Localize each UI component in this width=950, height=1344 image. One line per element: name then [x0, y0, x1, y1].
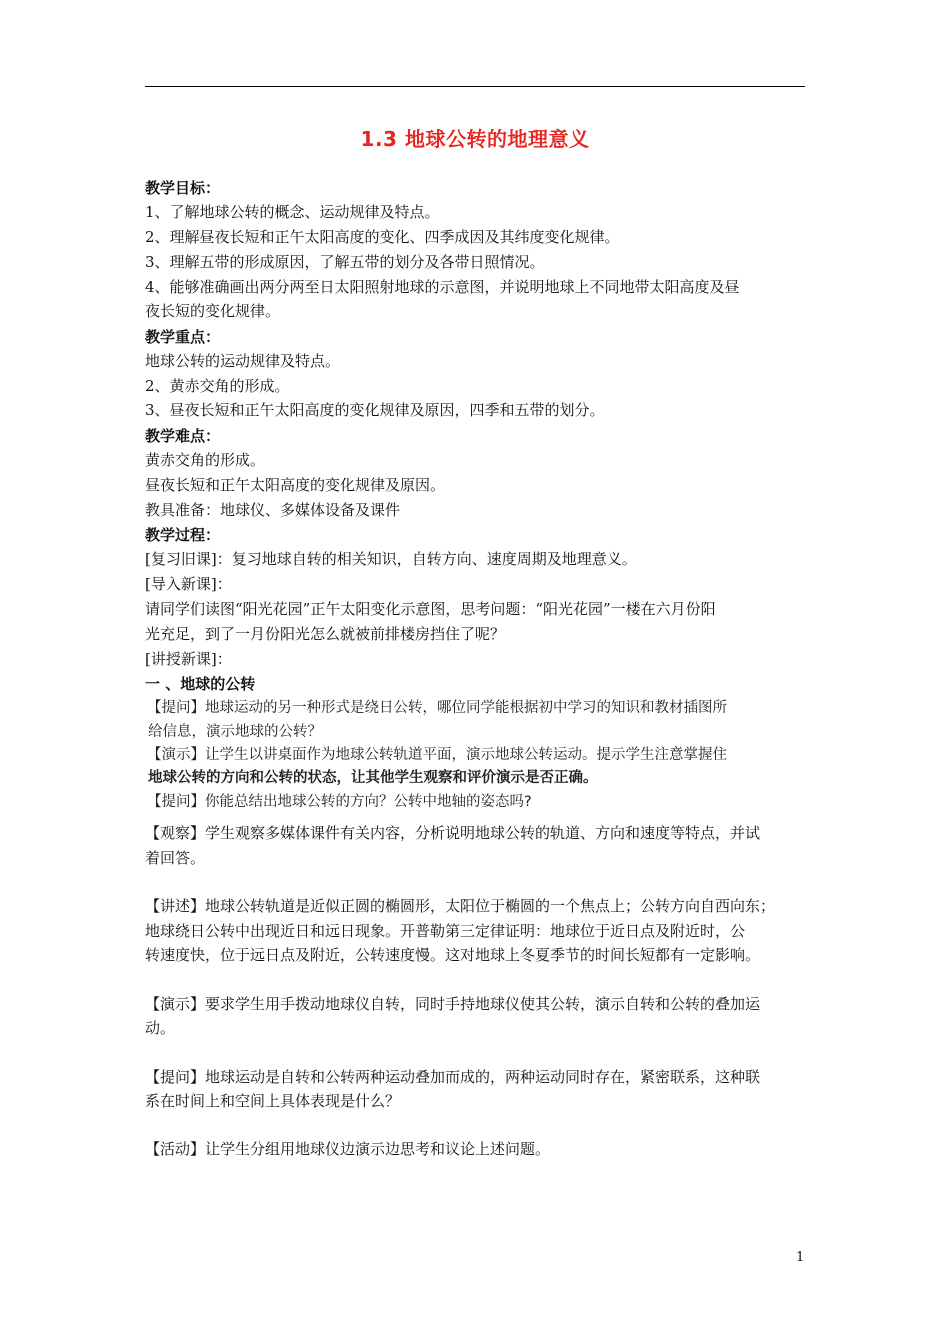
demo-line: 地球公转的方向和公转的状态，让其他学生观察和评价演示是否正确。 [148, 770, 598, 786]
process-line: [导入新课]： [145, 575, 232, 593]
header-rule [145, 86, 805, 87]
heading-key-points: 教学重点： [145, 328, 221, 346]
observe-line: 【观察】学生观察多媒体课件有关内容，分析说明地球公转的轨道、方向和速度等特点，并试 [145, 824, 761, 842]
process-line: 请同学们读图“阳光花园”正午太阳变化示意图，思考问题：“阳光花园”一楼在六月份阳 [145, 600, 716, 618]
objective-line: 3、理解五带的形成原因，了解五带的划分及各带日照情况。 [145, 253, 545, 271]
question-line: 给信息，演示地球的公转？ [148, 724, 322, 740]
demo-line: 【演示】要求学生用手拨动地球仪自转，同时手持地球仪使其公转，演示自转和公转的叠加运 [145, 995, 761, 1013]
objective-line: 2、理解昼夜长短和正午太阳高度的变化、四季成因及其纬度变化规律。 [145, 228, 620, 246]
document-title: 1.3 地球公转的地理意义 [360, 127, 590, 151]
heading-teaching-process: 教学过程： [145, 526, 221, 544]
teaching-aids-line: 教具准备：地球仪、多媒体设备及课件 [145, 501, 401, 519]
process-line: [复习旧课]：复习地球自转的相关知识，自转方向、速度周期及地理意义。 [145, 550, 637, 568]
key-point-line: 3、昼夜长短和正午太阳高度的变化规律及原因，四季和五带的划分。 [145, 401, 605, 419]
section-heading-earth-revolution: 一 、地球的公转 [145, 675, 256, 693]
demo-line: 【演示】让学生以讲桌面作为地球公转轨道平面，演示地球公转运动。提示学生注意掌握住 [147, 747, 727, 763]
difficulty-line: 昼夜长短和正午太阳高度的变化规律及原因。 [145, 476, 446, 494]
objective-line: 4、能够准确画出两分两至日太阳照射地球的示意图，并说明地球上不同地带太阳高度及昼 [145, 278, 740, 296]
question-line: 系在时间上和空间上具体表现是什么？ [145, 1092, 401, 1110]
demo-line: 动。 [145, 1019, 176, 1037]
lecture-line: 地球绕日公转中出现近日和远日现象。开普勒第三定律证明：地球位于近日点及附近时，公 [145, 922, 746, 940]
lecture-line: 【讲述】地球公转轨道是近似正圆的椭圆形，太阳位于椭圆的一个焦点上；公转方向自西向东； [145, 897, 776, 915]
objective-line: 1、了解地球公转的概念、运动规律及特点。 [145, 203, 440, 221]
key-point-line: 地球公转的运动规律及特点。 [145, 352, 341, 370]
lecture-line: 转速度快，位于远日点及附近，公转速度慢。这对地球上冬夏季节的时间长短都有一定影响。 [145, 946, 761, 964]
heading-difficulties: 教学难点： [145, 427, 221, 445]
difficulty-line: 黄赤交角的形成。 [145, 451, 266, 469]
objective-line: 夜长短的变化规律。 [145, 302, 281, 320]
process-line: [讲授新课]： [145, 650, 232, 668]
heading-teaching-objectives: 教学目标： [145, 179, 221, 197]
question-line: 【提问】地球运动的另一种形式是绕日公转，哪位同学能根据初中学习的知识和教材插图所 [147, 700, 727, 716]
key-point-line: 2、黄赤交角的形成。 [145, 377, 290, 395]
activity-line: 【活动】让学生分组用地球仪边演示边思考和议论上述问题。 [145, 1140, 551, 1158]
process-line: 光充足，到了一月份阳光怎么就被前排楼房挡住了呢？ [145, 625, 506, 643]
observe-line: 着回答。 [145, 849, 206, 867]
question-line: 【提问】地球运动是自转和公转两种运动叠加而成的，两种运动同时存在，紧密联系，这种联 [145, 1068, 761, 1086]
page-number: 1 [796, 1250, 805, 1265]
question-line: 【提问】你能总结出地球公转的方向？公转中地轴的姿态吗? [147, 794, 532, 810]
